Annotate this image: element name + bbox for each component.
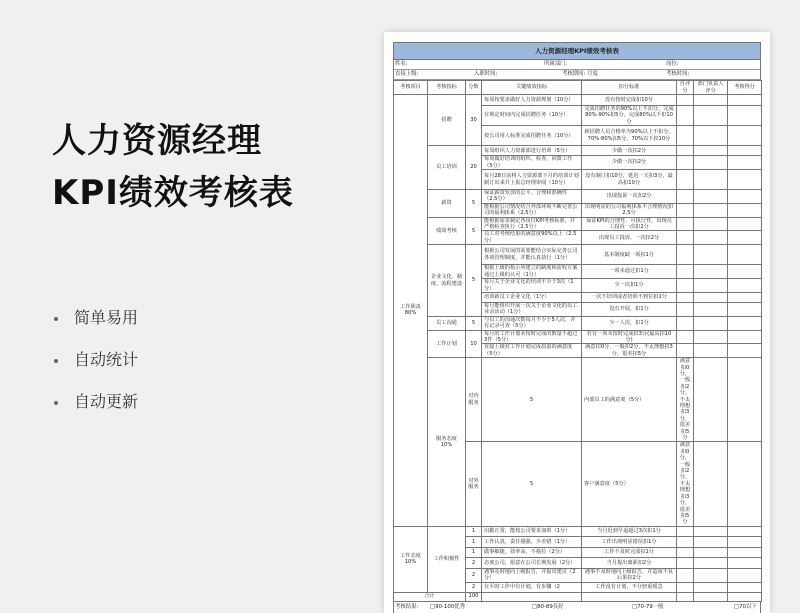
deduction-cell: 满意扣0分，一般扣2分，不太理想扣3分，很差扣5分 (582, 344, 677, 358)
manager-score-cell (694, 536, 728, 547)
score-cell: 5 (466, 316, 482, 330)
header-cell: 考核得分 (728, 81, 762, 95)
score-cell: 2 (466, 582, 482, 592)
kpi-cell: 内部员工的满意度（5分） (582, 358, 677, 442)
info-row-2 (393, 70, 761, 80)
manager-score-cell (694, 265, 728, 279)
empty-cell (482, 592, 582, 601)
self-score-cell (677, 536, 694, 547)
date-label: 考核时间: (666, 71, 690, 77)
manager-score-cell (694, 245, 728, 265)
deduction-cell: 少做一次扣2分 (582, 146, 677, 156)
final-score-cell (728, 344, 762, 358)
self-score-cell (677, 302, 694, 316)
kpi-cell: 按公司用人标准完成招聘任务（10分） (482, 126, 582, 146)
manager-score-cell (694, 156, 728, 170)
indicator-cell: 工作计划 (428, 330, 466, 358)
self-score-cell (677, 231, 694, 245)
kpi-cell: 每周做好培训的组织、检查、回馈工作（5分） (482, 156, 582, 170)
boss-label: 直接上级: (395, 71, 419, 77)
feature-item: 自动统计 (74, 349, 138, 391)
self-score-cell (677, 126, 694, 146)
manager-score-cell (694, 170, 728, 190)
table-row (394, 217, 762, 231)
self-score-cell (677, 245, 694, 265)
kpi-cell: 直接上级对工作计划完成质量的满意度（5分） (482, 344, 582, 358)
deduction-cell: 完成招聘任务的90%以上不扣分，完成80%-90%扣5分，完成80%以下扣10分 (582, 106, 677, 126)
manager-score-cell (694, 146, 728, 156)
indicator-cell: 招聘 (428, 95, 466, 146)
self-score-cell (677, 146, 694, 156)
result-option: □70-79一般 (632, 603, 664, 610)
final-score-cell (728, 146, 762, 156)
deduction-cell: 遇事不及时地向上级报告，并造成不良后果扣2分 (582, 568, 677, 582)
self-score-cell (677, 156, 694, 170)
deduction-cell: 工作没有计划，不分轻重缓急 (582, 582, 677, 592)
feature-list (74, 307, 138, 433)
indicator-cell: 员工培训 (428, 146, 466, 190)
feature-item: 自动更新 (74, 391, 138, 433)
score-cell: 20 (466, 146, 482, 190)
score-cell: 30 (466, 95, 482, 146)
entry-label: 入职时间: (474, 71, 498, 77)
manager-score-cell (694, 316, 728, 330)
score-cell: 10 (466, 330, 482, 358)
self-score-cell (677, 95, 694, 106)
self-score-cell (677, 557, 694, 568)
self-score-cell (677, 203, 694, 217)
total-label: 合计 (394, 592, 466, 601)
self-score-cell (677, 217, 694, 231)
indicator-cell: 对内服务 (466, 358, 482, 442)
deduction-cell: 新招聘人员合格率为90%以上不扣分，70%-80%扣5分，70%以下扣10分 (582, 126, 677, 146)
empty-cell (728, 592, 762, 601)
deduction-cell: 工作不及时完成扣1分 (582, 547, 677, 557)
kpi-cell: 员工对考核结果的满意度90%以上（2.5分） (482, 231, 582, 245)
deduction-cell: 出现明显的公司福利体系不合理情况扣2.5分 (582, 203, 677, 217)
page-title (52, 115, 294, 219)
indicator-cell: 绩效考核 (428, 217, 466, 245)
score-cell: 5 (466, 245, 482, 316)
manager-score-cell (728, 442, 762, 526)
sheet-title: 人力资源经理KPI绩效考核表 (393, 42, 761, 60)
empty-cell (582, 592, 677, 601)
table-row (394, 358, 762, 442)
self-score-cell (677, 330, 694, 344)
result-option: □80-89良好 (532, 603, 564, 610)
table-row (394, 245, 762, 265)
self-score-cell (677, 279, 694, 293)
final-score-cell (728, 557, 762, 568)
deduction-cell: 没有制订扣10分，延迟一天扣3分，最高扣10分 (582, 170, 677, 190)
deduction-cell: 当月提出离职扣2分 (582, 557, 677, 568)
score-cell: 1 (466, 526, 482, 536)
deduction-cell: 出现投诉一次扣2分 (582, 190, 677, 204)
deduction-cell: 没有开展，扣1分 (582, 302, 677, 316)
category-cell: 服务态度 10% (428, 358, 466, 527)
result-label: 考核结果: (395, 603, 419, 610)
title-line-1: 人力资源经理 (52, 121, 262, 161)
final-score-cell (728, 126, 762, 146)
final-score-cell (728, 330, 762, 344)
empty-cell (694, 592, 728, 601)
final-score-cell (728, 170, 762, 190)
manager-score-cell (694, 203, 728, 217)
deduction-cell: 若有一项未按时完成扣3分(最高扣10分) (582, 330, 677, 344)
self-score-cell (677, 316, 694, 330)
final-score-cell (728, 190, 762, 204)
table-row (394, 316, 762, 330)
score-cell: 5 (466, 217, 482, 245)
deduction-cell: 满意扣0分，一般扣2分，不太理想扣3分，很差扣5分 (677, 442, 694, 526)
deduction-cell: 少做一次扣2分 (582, 156, 677, 170)
indicator-cell: 薪资 (428, 190, 466, 218)
final-score-cell (728, 279, 762, 293)
manager-score-cell (694, 302, 728, 316)
result-option: □90-100优秀 (430, 603, 465, 610)
table-row (394, 95, 762, 106)
total-value: 100 (466, 592, 482, 601)
final-score-cell (728, 217, 762, 231)
kpi-table (393, 80, 762, 602)
deduction-cell: 一次不培训或者培训不到位扣1分 (582, 292, 677, 302)
kpi-cell: 每周组织人力资源部进行培训（5分） (482, 146, 582, 156)
self-score-cell (677, 265, 694, 279)
final-score-cell (728, 106, 762, 126)
self-score-cell (677, 547, 694, 557)
header-cell: 分数 (466, 81, 482, 95)
deduction-cell: 保证KPI的合理性、可执行性，出现员工投诉一次扣2分 (582, 217, 677, 231)
document-preview (384, 32, 770, 613)
manager-score-cell (694, 330, 728, 344)
deduction-cell: 基本制度缺一项扣1分 (582, 245, 677, 265)
total-row (394, 592, 762, 601)
kpi-cell: 能根据需求制定各岗位KPI考核标准，并严格检查执行（2.5分） (482, 217, 582, 231)
info-row-1 (393, 60, 761, 70)
self-score-cell (677, 526, 694, 536)
result-footer (393, 602, 761, 613)
indicator-cell: 对外服务 (466, 442, 482, 526)
kpi-cell: 每月能组织开展一次关于企业文化的员工业余活动（1分） (482, 302, 582, 316)
table-row (394, 146, 762, 156)
kpi-cell: 在规定时间内完成招聘任务（10分） (482, 106, 582, 126)
score-cell: 5 (466, 190, 482, 218)
self-score-cell (677, 106, 694, 126)
deduction-cell: 出现员工投诉，一次扣2分 (582, 231, 677, 245)
manager-score-cell (694, 217, 728, 231)
manager-score-cell (694, 557, 728, 568)
period-label: 考核期间: 月度 (562, 71, 598, 77)
self-score-cell (677, 292, 694, 302)
table-row (394, 526, 762, 536)
feature-item: 简单易用 (74, 307, 138, 349)
empty-cell (677, 592, 694, 601)
deduction-cell: 工作出现明显错误扣1分 (582, 536, 677, 547)
self-score-cell (694, 442, 728, 526)
final-score-cell (728, 536, 762, 547)
manager-score-cell (694, 279, 728, 293)
table-row (394, 330, 762, 344)
title-line-2: KPI绩效考核表 (52, 173, 294, 213)
final-score-cell (728, 302, 762, 316)
indicator-cell: 工作积极性 (428, 526, 466, 592)
final-score-cell (728, 547, 762, 557)
final-score-cell (728, 526, 762, 536)
score-cell: 5 (482, 358, 582, 442)
header-cell: 扣分标准 (582, 81, 677, 95)
deduction-cell: 少一人次，扣1分 (582, 316, 677, 330)
manager-score-cell (694, 582, 728, 592)
final-score-cell (728, 203, 762, 217)
manager-score-cell (694, 547, 728, 557)
final-score-cell (728, 156, 762, 170)
final-score-cell (728, 582, 762, 592)
manager-score-cell (694, 568, 728, 582)
manager-score-cell (694, 344, 728, 358)
manager-score-cell (694, 292, 728, 302)
manager-score-cell (728, 358, 762, 442)
score-cell: 2 (466, 568, 482, 582)
final-score-cell (728, 95, 762, 106)
kpi-cell: 每月关于企业文化的培训不少于3次（1分） (482, 279, 582, 293)
manager-score-cell (694, 231, 728, 245)
score-cell: 2 (466, 557, 482, 568)
table-row (394, 190, 762, 204)
deduction-cell: 没有按时完成扣10分 (582, 95, 677, 106)
kpi-cell: 根据公司发展的需要能结合实际完善公司各项管理制度，并能认真执行（1分） (482, 245, 582, 265)
dept-label: 所属部门: (544, 61, 568, 67)
self-score-cell (677, 170, 694, 190)
manager-score-cell (694, 190, 728, 204)
self-score-cell (677, 568, 694, 582)
self-score-cell (677, 344, 694, 358)
score-cell: 5 (482, 442, 582, 526)
final-score-cell (728, 265, 762, 279)
indicator-cell: 企业文化、制度、流程建设 (428, 245, 466, 316)
kpi-cell: 每月28日前将人力资源部下月的培训计划制订出来并上报总经理审阅（10分） (482, 170, 582, 190)
score-cell: 1 (466, 536, 482, 547)
final-score-cell (728, 231, 762, 245)
kpi-cell: 培训新员工企业文化（1分） (482, 292, 582, 302)
result-option: □70以下 (734, 603, 757, 610)
score-cell: 1 (466, 547, 482, 557)
self-score-cell (694, 358, 728, 442)
indicator-cell: 员工沟通 (428, 316, 466, 330)
self-score-cell (677, 582, 694, 592)
final-score-cell (728, 568, 762, 582)
deduction-cell: 少一次扣1分 (582, 279, 677, 293)
header-cell: 关键绩效指标 (482, 81, 582, 95)
header-cell: 考核项目 (394, 81, 428, 95)
final-score-cell (728, 292, 762, 302)
kpi-cell: 遇事及时地向上级报告，并提出建议（2分） (482, 568, 582, 582)
final-score-cell (728, 245, 762, 265)
kpi-cell: 每周按要求做好人力资源规划（10分） (482, 95, 582, 106)
kpi-cell: 与员工的沟通次数每月不少于5人次，并有记录可查（5分） (482, 316, 582, 330)
deduction-cell: 当月迟到早退超过3次扣1分 (582, 526, 677, 536)
name-label: 姓名: (395, 61, 408, 67)
header-cell: 部门负责人评分 (694, 81, 728, 95)
kpi-cell: 出勤正常，能按公司要求加班（1分） (482, 526, 582, 536)
deduction-cell: 满意扣0分，一般扣2分，不太理想扣3分，很差扣5分 (677, 358, 694, 442)
manager-score-cell (694, 126, 728, 146)
self-score-cell (677, 190, 694, 204)
category-cell: 工作态度 10% (394, 526, 428, 592)
category-cell: 工作职责 80% (394, 95, 428, 527)
table-header-row (394, 81, 762, 95)
kpi-cell: 工作认真，责任感强，少差错（1分） (482, 536, 582, 547)
kpi-cell: 客户满意度（5分） (582, 442, 677, 526)
post-label: 岗位: (666, 61, 679, 67)
manager-score-cell (694, 106, 728, 126)
kpi-cell: 在平时工作中有计划，有步骤（2 (482, 582, 582, 592)
kpi-cell: 做事敏捷，效率高，不拖拉（2分） (482, 547, 582, 557)
final-score-cell (728, 316, 762, 330)
kpi-cell: 能根据公司情况结合外部环境不断完善公司的福利体系（2.5分） (482, 203, 582, 217)
header-cell: 自评分 (677, 81, 694, 95)
manager-score-cell (694, 95, 728, 106)
header-cell: 考核指标 (428, 81, 466, 95)
manager-score-cell (694, 526, 728, 536)
kpi-cell: 态度公司，愿意在公司长期发展（2分） (482, 557, 582, 568)
kpi-cell: 每月的工作计划未按时完成的数量不超过3件（5分） (482, 330, 582, 344)
kpi-cell: 保证薪资发放的公平、合理和准确性（2.5分） (482, 190, 582, 204)
kpi-cell: 根据上级的指示所建立的制度和流程方案通过上级的认可（1分） (482, 265, 582, 279)
deduction-cell: 一项未通过扣1分 (582, 265, 677, 279)
